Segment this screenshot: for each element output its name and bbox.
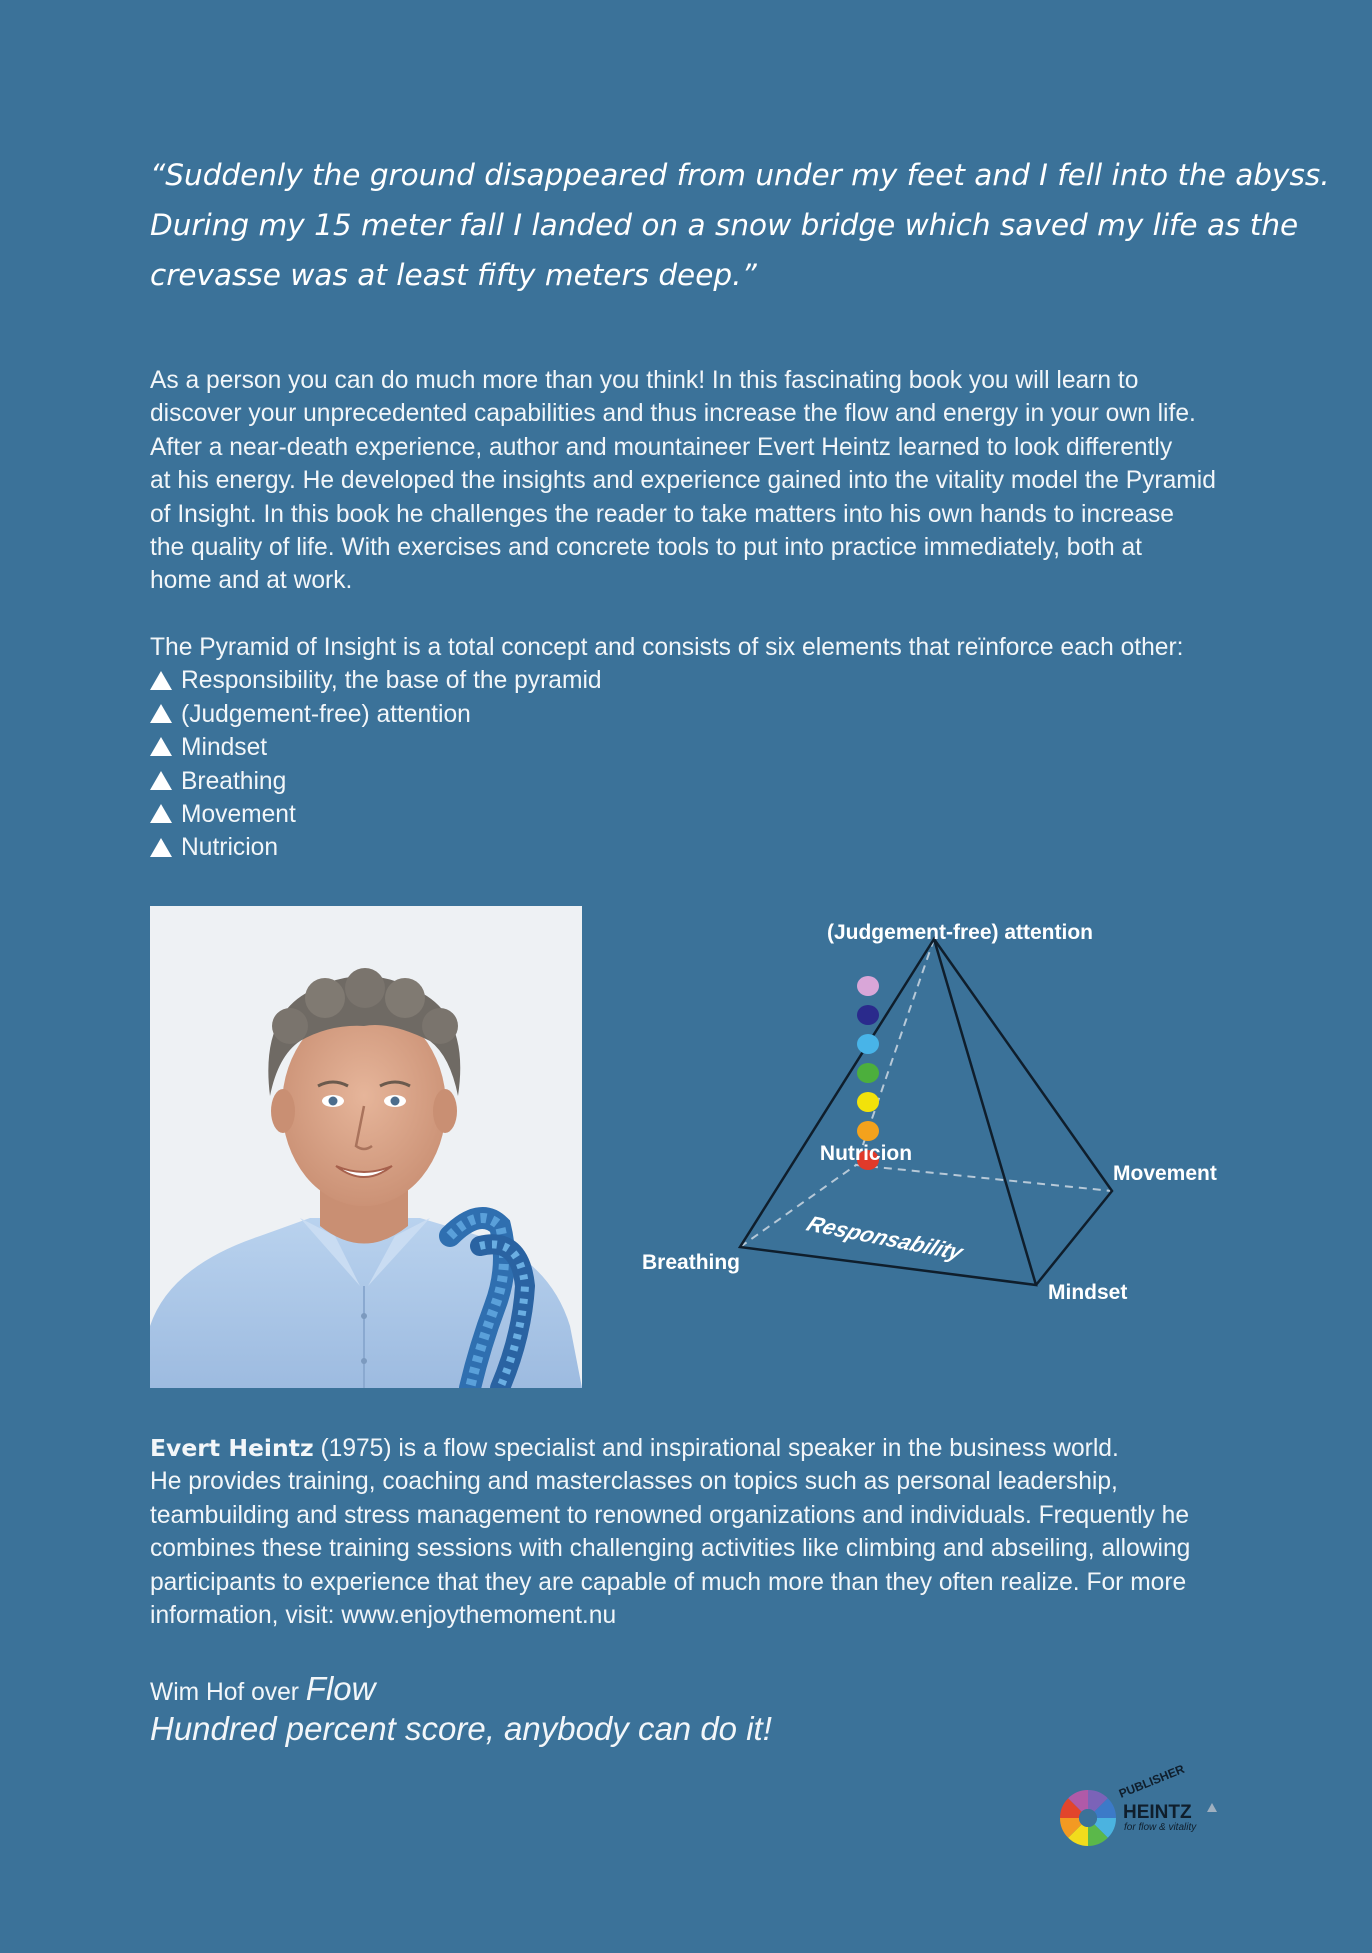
triangle-bullet-icon — [150, 737, 172, 756]
endorsement — [150, 1670, 1050, 1748]
pyramid-svg — [630, 910, 1230, 1310]
intro-line: discover your unprecedented capabilities and thus increase the flow and energy in your own life. — [150, 400, 1196, 428]
bio-first-line — [150, 1432, 1260, 1465]
endorser: Wim Hof over — [150, 1679, 306, 1706]
quote-line: crevasse was at least fifty meters deep.” — [150, 258, 757, 292]
label-breathing: Breathing — [642, 1251, 741, 1274]
list-item — [150, 664, 1260, 697]
publisher-name: HEINTZ — [1123, 1802, 1192, 1823]
element-label: Nutricion — [181, 834, 279, 862]
intro-line: home and at work. — [150, 567, 353, 595]
pyramid-dot — [857, 1034, 879, 1054]
publisher-logo-svg — [1055, 1762, 1225, 1852]
bio-line: He provides training, coaching and masterclasses on topics such as personal leadership, — [150, 1468, 1118, 1496]
author-name: Evert Heintz — [150, 1434, 314, 1462]
triangle-bullet-icon — [150, 838, 172, 857]
element-label: Mindset — [181, 734, 268, 762]
publisher-logo — [1055, 1762, 1225, 1857]
intro-line: at his energy. He developed the insights and experience gained into the vitality model the Pyramid — [150, 467, 1216, 495]
pyramid-concept — [150, 631, 1260, 865]
element-label: (Judgement-free) attention — [181, 700, 471, 728]
wheel-hub — [1079, 1809, 1097, 1827]
opening-quote — [150, 150, 1330, 300]
triangle-bullet-icon — [150, 704, 172, 723]
triangle-icon — [1207, 1803, 1217, 1812]
author-bio — [150, 1432, 1260, 1632]
color-wheel-icon — [1060, 1790, 1116, 1846]
intro-line: After a near-death experience, author and mountaineer Evert Heintz learned to look differently — [150, 433, 1173, 461]
element-label: Responsibility, the base of the pyramid — [181, 667, 602, 695]
pyramid-dot — [857, 1063, 879, 1083]
element-list — [150, 664, 1260, 864]
quote-line: “Suddenly the ground disappeared from under my feet and I fell into the abyss. — [150, 158, 1330, 192]
concept-intro: The Pyramid of Insight is a total concept and consists of six elements that reïnforce each other: — [150, 634, 1184, 661]
intro-line: of Insight. In this book he challenges the reader to take matters into his own hands to increase — [150, 500, 1174, 528]
pyramid-back-edge — [856, 1165, 1112, 1191]
intro-line: As a person you can do much more than you think! In this fascinating book you will learn to — [150, 367, 1139, 394]
label-responsability: Responsability — [802, 1211, 968, 1265]
element-label: Movement — [181, 800, 296, 828]
list-item — [150, 698, 1260, 731]
author-portrait-illustration — [150, 906, 582, 1388]
list-item — [150, 731, 1260, 764]
bio-line: information, visit: www.enjoythemoment.nu — [150, 1602, 617, 1630]
bio-line: teambuilding and stress management to renowned organizations and individuals. Frequently he — [150, 1501, 1190, 1529]
dot-column — [857, 976, 879, 1170]
book-title: Flow — [305, 1670, 376, 1707]
element-label: Breathing — [181, 767, 287, 795]
pyramid-dot — [857, 976, 879, 996]
triangle-bullet-icon — [150, 804, 172, 823]
endorsement-quote: Hundred percent score, anybody can do it! — [150, 1710, 772, 1747]
publisher-slogan: for flow & vitality — [1124, 1822, 1197, 1833]
list-item — [150, 798, 1260, 831]
author-photo — [150, 906, 582, 1388]
label-mindset: Mindset — [1048, 1281, 1128, 1304]
pyramid-dot — [857, 1005, 879, 1025]
intro-line: the quality of life. With exercises and concrete tools to put into practice immediately, both at — [150, 534, 1142, 562]
triangle-bullet-icon — [150, 771, 172, 790]
quote-line: During my 15 meter fall I landed on a snow bridge which saved my life as the — [150, 208, 1299, 242]
label-top: (Judgement-free) attention — [826, 921, 1094, 944]
bio-line: combines these training sessions with challenging activities like climbing and abseiling, allowing — [150, 1535, 1191, 1563]
pyramid-diagram — [630, 910, 1230, 1315]
pyramid-dot — [857, 1121, 879, 1141]
publisher-tag: PUBLISHER — [1116, 1762, 1187, 1801]
bio-line: participants to experience that they are capable of much more than they often realize. For more — [150, 1568, 1187, 1596]
bio-first-line-rest: (1975) is a flow specialist and inspirational speaker in the business world. — [313, 1435, 1119, 1462]
label-nutricion: Nutricion — [819, 1142, 913, 1165]
intro-paragraph — [150, 364, 1260, 598]
label-movement: Movement — [1113, 1162, 1217, 1185]
pyramid-dot — [857, 1092, 879, 1112]
pyramid-right-face — [934, 939, 1112, 1285]
list-item — [150, 765, 1260, 798]
triangle-bullet-icon — [150, 671, 172, 690]
list-item — [150, 831, 1260, 864]
